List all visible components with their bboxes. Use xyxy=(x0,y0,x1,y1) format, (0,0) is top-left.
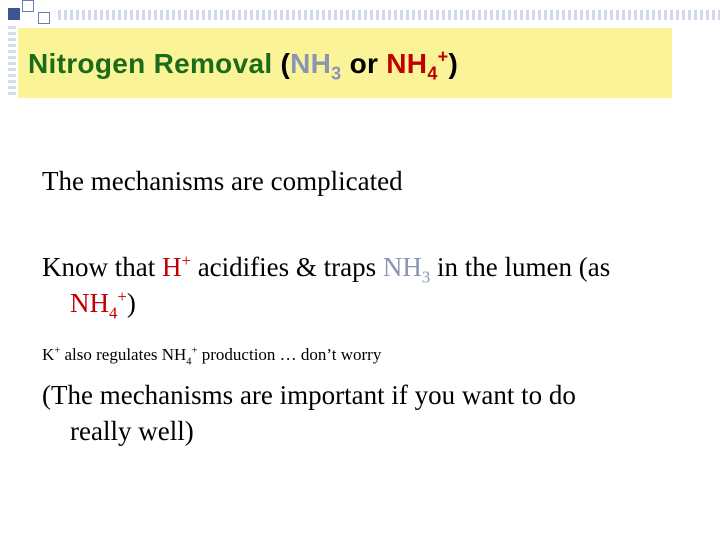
nh3-sub: 3 xyxy=(421,267,431,287)
slide-title xyxy=(28,40,458,88)
title-nh4-sub: 4 xyxy=(427,63,438,84)
h-ion-sup: + xyxy=(181,251,191,270)
nh4-sub: 4 xyxy=(186,356,192,368)
bullet-k-regulates xyxy=(42,343,381,367)
deco-strip xyxy=(58,10,720,20)
text: in the lumen (as xyxy=(430,252,611,282)
nh4-sup: + xyxy=(117,287,127,306)
bullet-know-that xyxy=(42,250,611,287)
h-ion: H xyxy=(161,252,182,282)
nh4-sup: + xyxy=(191,345,198,357)
k-ion: K xyxy=(42,345,55,364)
text: acidifies & traps xyxy=(190,252,383,282)
bullet-know-that-cont xyxy=(70,286,136,323)
deco-vertical-strip xyxy=(8,26,16,98)
text: ) xyxy=(126,288,136,318)
text: Know that xyxy=(42,252,162,282)
deco-square xyxy=(22,0,34,12)
k-ion-sup: + xyxy=(54,345,61,357)
bullet-important-cont: really well) xyxy=(70,416,194,446)
title-paren-close: ) xyxy=(448,48,459,79)
title-nh3-sub: 3 xyxy=(331,63,342,84)
header-decoration xyxy=(0,0,720,30)
bullet-mechanisms: The mechanisms are complicated xyxy=(42,166,403,196)
title-nh4-sup: + xyxy=(437,46,449,67)
nh4-sub: 4 xyxy=(109,303,118,323)
bullet-important: (The mechanisms are important if you want to do xyxy=(42,380,576,410)
nh4: NH xyxy=(70,288,109,318)
title-nh4: NH xyxy=(386,48,428,79)
text: production … don’t worry xyxy=(197,345,382,364)
title-paren-open: ( xyxy=(280,48,291,79)
title-main: Nitrogen Removal xyxy=(28,48,273,79)
text: also regulates NH xyxy=(60,345,187,364)
deco-square xyxy=(38,12,50,24)
deco-square xyxy=(8,8,20,20)
nh3: NH xyxy=(382,252,422,282)
title-nh3: NH xyxy=(290,48,332,79)
title-or: or xyxy=(349,48,379,79)
